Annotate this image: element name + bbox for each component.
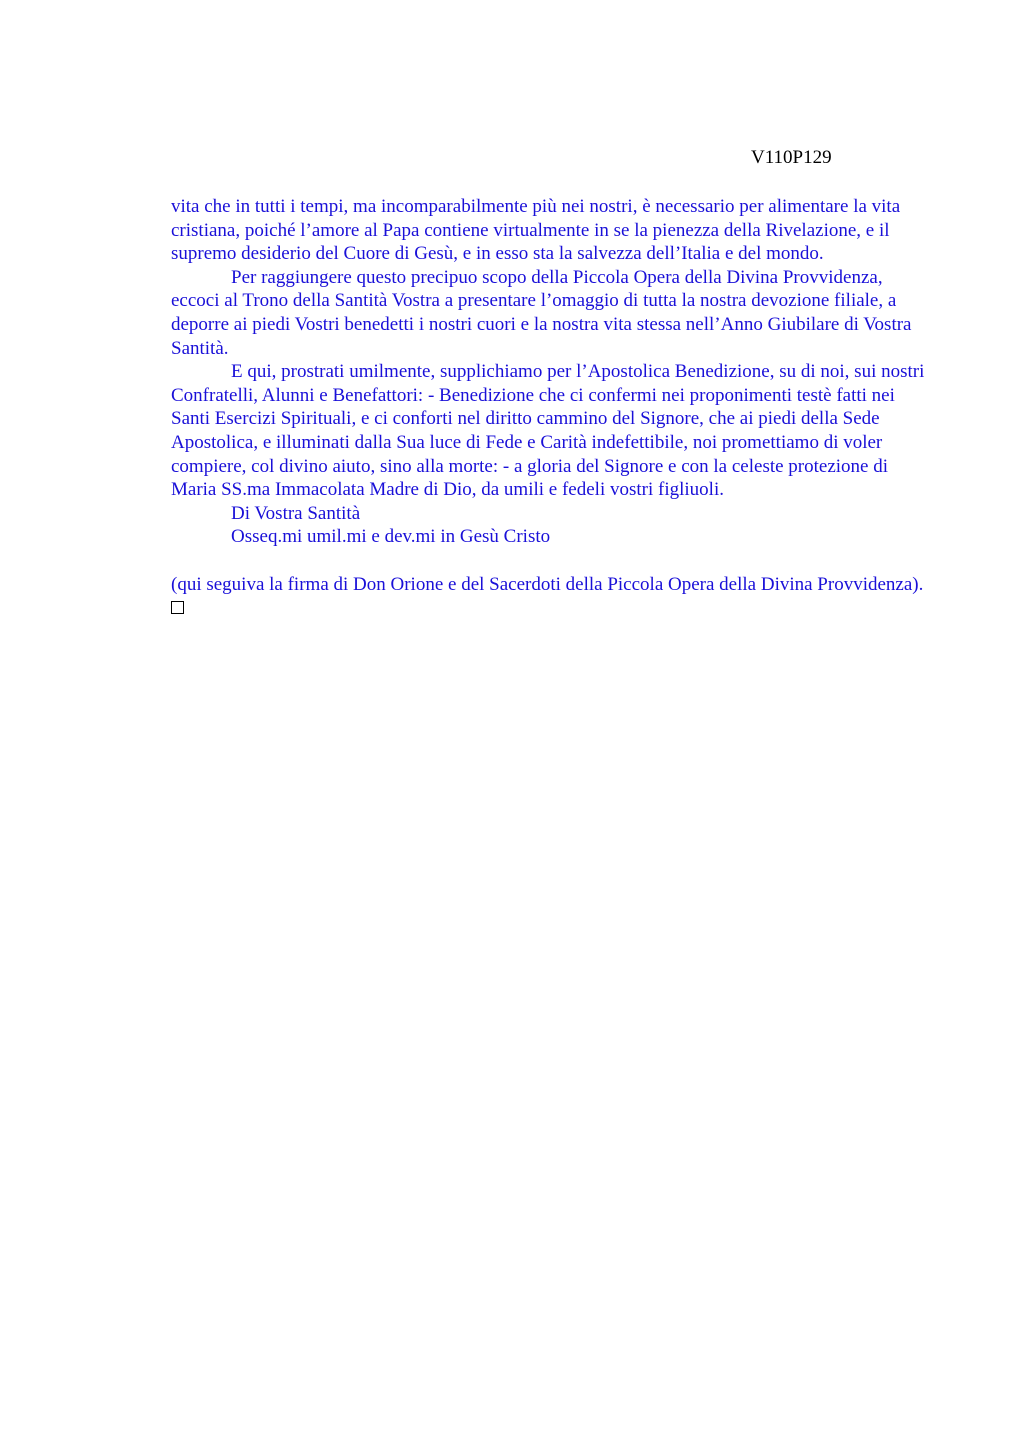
paragraph-2: Per raggiungere questo precipuo scopo della Piccola Opera della Divina Provvidenza, eccoci al Trono della Santità Vostra a presentare l’omaggio di tutta la nostra devozione filiale, a deporre ai piedi Vostri benedetti i nostri cuori e la nostra vita stessa nell’Anno Giubilare di Vostra Santità. — [171, 266, 912, 359]
document-body — [171, 195, 931, 614]
paragraph-1: vita che in tutti i tempi, ma incomparabilmente più nei nostri, è necessario per alimentare la vita cristiana, poiché l’amore al Papa contiene virtualmente in se la pienezza della Rivelazione, e il supremo desiderio del Cuore di Gesù, e in esso sta la salvezza dell’Italia e del mondo. — [171, 196, 901, 265]
closing-signoff: Osseq.mi umil.mi e dev.mi in Gesù Cristo — [231, 526, 551, 548]
paragraph-3: E qui, prostrati umilmente, supplichiamo per l’Apostolica Benedizione, su di noi, sui nostri Confratelli, Alunni e Benefattori: - Benedizione che ci confermi nei proponimenti testè fatti nei Santi Esercizi Spirituali, e ci conforti nel diritto cammino del Signore, che ai piedi della Sede Apostolica, e illuminati dalla Sua luce di Fede e Carità indefettibile, noi promettiamo di voler compiere, col divino aiuto, sino alla morte: - a gloria del Signore e con la celeste protezione di Maria SS.ma Immacolata Madre di Dio, da umili e fedeli vostri figliuoli. — [171, 361, 925, 501]
empty-box-icon — [171, 601, 184, 614]
signature-note: (qui seguiva la firma di Don Orione e del Sacerdoti della Piccola Opera della Divina Provvidenza). — [171, 573, 924, 595]
page-id: V110P129 — [751, 147, 832, 168]
closing-salutation: Di Vostra Santità — [231, 502, 361, 524]
blank-line — [171, 549, 931, 573]
